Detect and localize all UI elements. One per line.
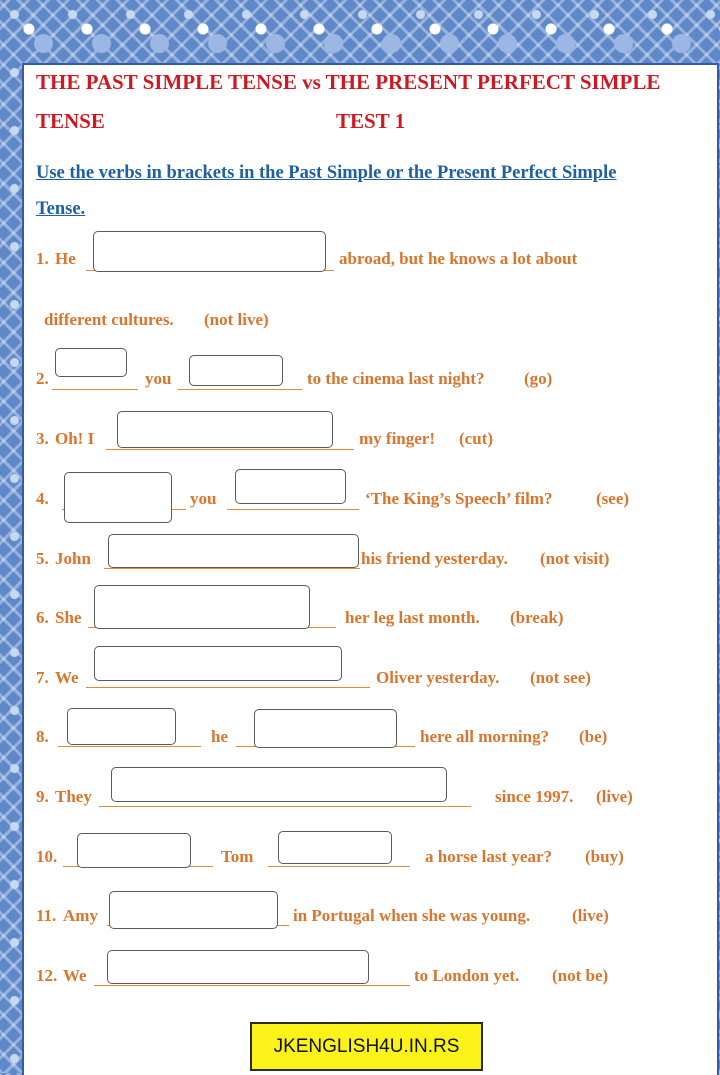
answer-input-q2b[interactable] bbox=[189, 355, 283, 386]
question-subject: She bbox=[55, 608, 82, 627]
question-number: 3. bbox=[36, 429, 49, 448]
instruction-line1: Use the verbs in brackets in the Past Simple or the Present Perfect Simple bbox=[36, 163, 617, 183]
answer-underline bbox=[52, 389, 138, 390]
question-number: 10. bbox=[36, 847, 58, 866]
answer-underline bbox=[94, 985, 410, 986]
answer-underline bbox=[178, 389, 302, 390]
question-text: you bbox=[145, 369, 172, 388]
question-text: you bbox=[190, 489, 217, 508]
answer-input-q8a[interactable] bbox=[67, 708, 176, 745]
answer-input-q6[interactable] bbox=[94, 585, 310, 629]
answer-underline bbox=[106, 449, 354, 450]
question-text: Tom bbox=[221, 847, 254, 866]
test-number: TEST 1 bbox=[336, 109, 406, 133]
answer-underline bbox=[86, 687, 370, 688]
question-text: his friend yesterday. bbox=[361, 549, 508, 568]
question-number: 2. bbox=[36, 369, 49, 388]
verb-hint: (buy) bbox=[585, 847, 624, 866]
answer-input-q7[interactable] bbox=[94, 646, 342, 681]
question-number: 6. bbox=[36, 608, 49, 627]
question-number: 4. bbox=[36, 489, 49, 508]
instruction-line2: Tense. bbox=[36, 199, 86, 219]
answer-input-q3[interactable] bbox=[117, 411, 333, 448]
question-number: 5. bbox=[36, 549, 49, 568]
verb-hint: (not live) bbox=[204, 310, 269, 329]
question-subject: He bbox=[55, 249, 76, 268]
verb-hint: (not be) bbox=[552, 966, 609, 985]
question-number: 8. bbox=[36, 727, 49, 746]
question-text: he bbox=[211, 727, 228, 746]
verb-hint: (live) bbox=[572, 906, 609, 925]
website-label: JKENGLISH4U.IN.RS bbox=[250, 1022, 483, 1071]
answer-underline bbox=[99, 806, 471, 807]
question-text: to the cinema last night? bbox=[307, 369, 485, 388]
answer-input-q11[interactable] bbox=[109, 891, 278, 929]
question-subject: John bbox=[55, 549, 91, 568]
question-subject: Amy bbox=[63, 906, 98, 925]
question-text: here all morning? bbox=[420, 727, 550, 746]
question-text-continued: different cultures. bbox=[44, 310, 174, 329]
worksheet-title-line1: THE PAST SIMPLE TENSE vs THE PRESENT PERFECT SIMPLE bbox=[36, 70, 661, 94]
question-number: 1. bbox=[36, 249, 49, 268]
question-number: 7. bbox=[36, 668, 49, 687]
worksheet-title-line2: TENSE bbox=[36, 109, 105, 133]
question-text: Oliver yesterday. bbox=[376, 668, 500, 687]
verb-hint: (not see) bbox=[530, 668, 591, 687]
question-subject: They bbox=[55, 787, 92, 806]
question-text: since 1997. bbox=[495, 787, 574, 806]
question-subject: Oh! I bbox=[55, 429, 95, 448]
question-text: a horse last year? bbox=[425, 847, 553, 866]
verb-hint: (live) bbox=[596, 787, 633, 806]
question-text: to London yet. bbox=[414, 966, 520, 985]
answer-underline bbox=[227, 509, 359, 510]
answer-input-q9[interactable] bbox=[111, 767, 447, 802]
answer-input-q2a[interactable] bbox=[55, 348, 127, 377]
answer-underline bbox=[104, 568, 360, 569]
verb-hint: (not visit) bbox=[540, 549, 610, 568]
question-number: 11. bbox=[36, 906, 57, 925]
question-text: ‘The King’s Speech’ film? bbox=[365, 489, 553, 508]
verb-hint: (cut) bbox=[459, 429, 493, 448]
answer-input-q12[interactable] bbox=[107, 950, 369, 984]
answer-input-q4b[interactable] bbox=[235, 469, 346, 504]
answer-underline bbox=[58, 746, 201, 747]
question-subject: We bbox=[55, 668, 79, 687]
answer-input-q10a[interactable] bbox=[77, 833, 191, 868]
question-text: my finger! bbox=[359, 429, 436, 448]
verb-hint: (see) bbox=[596, 489, 630, 508]
answer-input-q8b[interactable] bbox=[254, 709, 397, 748]
verb-hint: (break) bbox=[510, 608, 564, 627]
verb-hint: (be) bbox=[579, 727, 608, 746]
answer-input-q5[interactable] bbox=[108, 534, 359, 568]
answer-underline bbox=[268, 866, 410, 867]
verb-hint: (go) bbox=[524, 369, 553, 388]
question-subject: We bbox=[63, 966, 87, 985]
question-text: in Portugal when she was young. bbox=[293, 906, 531, 925]
question-number: 9. bbox=[36, 787, 49, 806]
question-text: abroad, but he knows a lot about bbox=[339, 249, 578, 268]
answer-input-q4a[interactable] bbox=[64, 472, 172, 523]
question-number: 12. bbox=[36, 966, 58, 985]
answer-input-q10b[interactable] bbox=[278, 831, 392, 864]
answer-input-q1[interactable] bbox=[93, 231, 326, 272]
question-text: her leg last month. bbox=[345, 608, 480, 627]
